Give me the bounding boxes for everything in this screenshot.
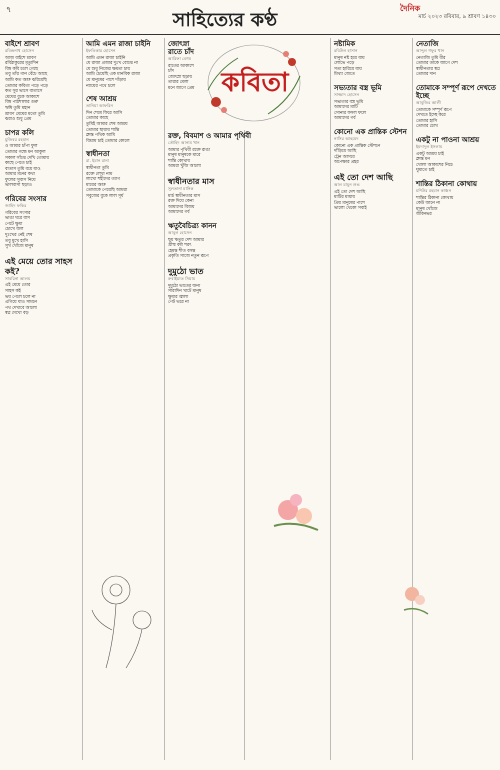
poem-line: খোলা আকাশের নিচে: [416, 162, 453, 168]
poem-line: তোমার কবিতা পড়ে পড়ে: [5, 83, 48, 89]
poem-line: তোমার ডাকে জাগে দেশ: [416, 61, 458, 67]
poem-line: ভালবাসা ছড়াও: [5, 183, 32, 189]
poem-line: হেমন্ত শীত বসন্ত: [168, 248, 196, 254]
poem: [334, 128, 409, 166]
poem-line: ক্লান্ত মন: [416, 157, 430, 163]
poem-title: একটু না পাওনা আশ্রয়: [416, 135, 480, 144]
poem-line: ক্লান্ত পথিক আমি: [86, 133, 115, 139]
poem-title: গরিবের সংসার: [5, 195, 47, 204]
poem-title: এই মেয়ে তোর সাহস কই?: [5, 255, 73, 276]
poem-line: মানুষ নষ্ট হয়ে যায়: [334, 55, 365, 61]
poem-title: চাপর কলি: [5, 128, 34, 137]
poem-line: আমরা খুঁজি আলো: [168, 164, 201, 170]
poem: [416, 40, 496, 78]
poem-line: তোমাকে পেয়েছি আমরা: [86, 188, 128, 194]
poem-author: সুলতানা মানিক: [168, 185, 194, 191]
banner-text: কবিতা: [221, 68, 289, 98]
poem-line: শ্রাবণ মেঘের মতো তুমি: [5, 111, 45, 117]
poem: [416, 84, 496, 130]
poem-line: রক্ত দিয়ে কেনা: [168, 199, 194, 205]
poem-title: বাইশে শ্রাবণ: [5, 40, 40, 48]
poem-title: দুমুঠো ভাত: [168, 265, 204, 276]
poem-line: দেখতে ইচ্ছে করে: [416, 113, 446, 119]
poem-author: ইফতিকার হোসেন: [86, 48, 116, 53]
poem-line: পথ দেখাবে আলো: [5, 305, 37, 311]
poem-line: লাখো শহীদের ত্যাগ: [86, 177, 120, 183]
poem: [86, 40, 160, 89]
poem-line: আমার পৃথিবী রক্তে রাঙা: [168, 147, 210, 153]
poem: [86, 95, 160, 144]
poem-line: আমাদের মাটি: [334, 105, 358, 111]
poem-title: শেষ আশ্রয়: [86, 95, 117, 104]
poem-line: মাটির মায়ায়: [334, 195, 355, 201]
poem-line: বিশ্ব পাঠশালার গুরু: [5, 100, 38, 106]
column-divider: [82, 38, 83, 760]
poem-title: জোৎস্না রাতে চাঁদ: [168, 40, 194, 56]
poetry-banner: [198, 40, 310, 126]
poem-line: ঝরাও শুধু প্রেম: [5, 117, 32, 123]
poem-line: কাছে পেতে চাই: [5, 161, 32, 167]
poem-line: আমি চেয়েছি এক মানবিক রাজা: [86, 72, 141, 78]
poem-line: একটু আশ্রয় চাই: [416, 151, 444, 157]
poem-line: যে মানুষের পাশে দাঁড়ায়: [86, 77, 126, 83]
poem: [168, 132, 326, 170]
poem-line: তবু তাঁর গান বেঁচে আছে: [5, 72, 48, 78]
column-2: [86, 40, 160, 199]
poem-author: তানিয়া আফরিন: [86, 103, 114, 109]
poem-line: চোখে জল: [5, 227, 24, 233]
poem-line: যে রাজা প্রজার দুঃখ বোঝে না: [86, 61, 138, 67]
poem: [86, 150, 160, 199]
poem: [5, 40, 79, 123]
flower-bouquet-icon: [398, 580, 432, 620]
poem: [5, 129, 79, 189]
poem-title: সভ্যতার বস্ত্র ভূমি: [334, 83, 382, 92]
poem-line: ন্যায়ের পথে চলে: [86, 83, 116, 89]
poem-line: শান্তির ঠিকানা কোথায়: [416, 195, 454, 201]
poem-line: পেটে ক্ষুধা: [5, 221, 23, 227]
column-divider: [330, 38, 331, 760]
flower-sketch-icon: [86, 560, 160, 670]
column-divider: [412, 38, 413, 760]
column-3: [168, 132, 326, 306]
poem-line: মার্চ স্বাধীনতার মাস: [168, 193, 201, 199]
poem-author: আরিফা বেগম: [168, 56, 192, 61]
poem-line: দিন শেষে ফিরে আসি: [86, 110, 123, 116]
poem-author: মশিউর রহমান কাঞ্চন: [416, 187, 452, 193]
poem-line: তোমার গন্ধে মন আকুল: [5, 149, 46, 155]
brand-logo: দৈনিক: [400, 4, 421, 13]
column-1: [5, 40, 79, 317]
poem-line: স্বাধীনতার স্বপ্ন: [416, 66, 440, 72]
poem-line: সত্য হারিয়ে যায়: [334, 66, 362, 72]
poem-line: ঘুমাতে চাই: [416, 168, 435, 174]
column-3-top: [168, 40, 198, 92]
poem-line: আমাদের গর্ব: [334, 116, 356, 122]
poem: [334, 84, 409, 122]
poem-title: আমি এমন রাজা চাইনি: [86, 40, 151, 48]
poem-line: আমার মনের কথা: [5, 172, 35, 178]
poem-line: দাঁড়িয়ে আছি: [334, 149, 357, 155]
poem-line: সোনার ফসল ফলে: [334, 110, 366, 116]
poem-line: আজ বাইশে শ্রাবণ: [5, 55, 37, 61]
poem-author: আবুজির আলী: [416, 99, 441, 105]
poem-line: লোভে পড়ে: [334, 61, 355, 67]
poem-line: সারাদিন খাটে মানুষ: [168, 289, 202, 295]
poem-title: তোমাকে সম্পূর্ণ রূপে দেখতে ইচ্ছে: [416, 83, 496, 100]
poem-line: কোনো এক প্রান্তিক স্টেশনে: [334, 143, 381, 149]
page-title: সাহিত্যের কণ্ঠ: [172, 9, 278, 31]
poem-line: প্রকৃতি সাজে নতুন রূপে: [168, 254, 209, 260]
poem-line: শান্তি কোথায়: [168, 158, 190, 164]
poem-line: ট্রেন আসবে: [334, 154, 355, 160]
poem-line: দুঃখের নেই শেষ: [5, 233, 33, 239]
poem-line: মায়ের অশ্রু: [86, 182, 106, 188]
poem: [416, 136, 496, 174]
poem-line: এই তো দেশ আছি: [334, 189, 366, 195]
poem: [168, 176, 326, 216]
poem-line: গরিবের সংসার: [5, 210, 31, 216]
poem-line: এই মেয়ে তোর: [5, 283, 31, 289]
poem-line: আমি কত অশ্রু ঝরিয়েছি: [5, 77, 47, 83]
poem-line: ছয় ঋতুর দেশ আমার: [168, 237, 204, 243]
poem-title: স্বাধীনতার মাস: [168, 175, 215, 186]
poem-line: তোমার ছায়ায় শান্তি: [86, 127, 120, 133]
poem-title: নেতাজি: [416, 40, 439, 48]
poem-line: সবুজের বুকে লাল সূর্য: [86, 193, 124, 199]
poem-line: এগিয়ে যাও সামনে: [5, 300, 37, 306]
poem-line: তবু মুখে হাসি: [5, 238, 28, 244]
column-6: [416, 40, 496, 218]
poem-line: বিশ্ব কবি চলে গেছে: [5, 66, 38, 72]
poem-author: রবিন্দ্রনাথ হোসেন: [5, 48, 35, 53]
column-5: [334, 40, 409, 212]
poem-line: তোমার চোখ: [416, 124, 438, 130]
poem-title: এই তো দেশ আছি: [334, 171, 393, 182]
poem-title: কোনো এক প্রান্তিক স্টেশন: [334, 127, 407, 136]
poem-title: ঋতুবৈচিত্র্য কানন: [168, 221, 217, 230]
poem-line: স্বাধীনতা তুমি: [86, 165, 109, 171]
poem-author: রবিউল হাসান: [334, 48, 358, 53]
poem-line: রবিঠাকুরের মৃত্যুদিন: [5, 61, 39, 67]
poem-author: তৌহিদ আনাম খান: [168, 140, 200, 145]
poem-author: সাবরিনা আলম: [5, 275, 31, 281]
poem-line: সাহস কই: [5, 289, 21, 294]
poem-line: রক্তে লেখা নাম: [86, 171, 113, 177]
poem-line: তোমার দান: [416, 72, 436, 78]
poem-author: মুজিবর রহমান: [5, 136, 29, 142]
issue-date: মার্চ ২০২৩ রবিবার, ৯ শ্রাবণ ১৪৩০: [418, 14, 496, 20]
poem-line: ঋষি তুমি মহান: [5, 105, 31, 111]
poem-line: প্রিয় মানুষের পাশে: [334, 200, 365, 206]
poem: [416, 180, 496, 218]
poem-line: আমি এমন রাজা চাইনি: [86, 55, 126, 61]
poem-line: স্বপ্ন দেখো বড়: [5, 311, 29, 317]
poem-line: মানুষ মানুষকে মারে: [168, 153, 201, 159]
poem-line: ক্ষুধার জ্বালা: [168, 294, 189, 300]
poem-author: রা. ইমান রানা: [86, 158, 109, 164]
poem-title: নষ্টামিক: [334, 40, 356, 48]
poem-author: ইমদাদুল ইসলাম: [416, 143, 443, 149]
poem: [5, 195, 79, 250]
poem-line: জীবনভর: [416, 212, 432, 218]
poem: [168, 40, 198, 92]
poem-line: ভাঙা ঘরে বাস: [5, 216, 30, 222]
poem: [5, 256, 79, 317]
poem-line: মানুষ খোঁজে: [416, 206, 438, 212]
poem-line: মেঘের বুকে আকাশে: [5, 94, 40, 100]
column-divider: [164, 38, 165, 760]
poem: [334, 40, 409, 78]
poem-line: পেট ভরে না: [168, 300, 189, 306]
poem-line: সুখ খোঁজে মানুষ: [5, 244, 34, 250]
poem-line: দুমুঠো ভাতের জন্য: [168, 283, 201, 289]
poem-line: অপেক্ষার প্রহর: [334, 160, 359, 166]
poem: [334, 172, 409, 212]
poem-line: সভ্যতার বস্ত্র ভূমি: [334, 99, 364, 105]
poem-line: রাতের আকাশে চাঁদ: [168, 63, 194, 75]
rose-bouquet-icon: [264, 480, 328, 544]
poem-line: ভয় পেলে চলে না: [5, 294, 36, 300]
poem-author: রুবাইয়াত সিয়াম: [168, 275, 196, 281]
poem-author: আব্দুল গফুর খান: [416, 48, 445, 53]
poem-title: স্বাধীনতা: [86, 150, 110, 159]
poem-line: মিথ্যা জেতে: [334, 72, 355, 78]
page-header: [0, 0, 500, 35]
poem-line: তুমিই আমার শেষ আশ্রয়: [86, 121, 128, 127]
poem-line: মনে জাগে প্রেম: [168, 85, 195, 91]
poem-line: তারার মেলা: [168, 80, 189, 86]
poem-author: জাহিদ ফকির: [5, 203, 27, 209]
poem-line: কত সুর ভাসে বাতাসে: [5, 89, 43, 95]
poem-author: আবুল হোসেন: [168, 229, 192, 235]
poem: [168, 222, 326, 260]
poem-title: শান্তির ঠিকানা কোথায়: [416, 179, 478, 188]
poem-line: কেউ জানে না: [416, 201, 441, 207]
poem-line: বাতাস তুমি বয়ে যাও: [5, 166, 41, 172]
poem-title: রক্ত, বিবমাশ ও আমার পৃথিবী: [168, 132, 252, 140]
poem-author: নাসির আহমেদ: [334, 135, 359, 141]
poem-line: আমাদের গর্ব: [168, 210, 190, 216]
poem-line: ও আমার চাঁপা ফুল: [5, 144, 38, 150]
poem: [168, 266, 326, 306]
poem-line: আমাদের বিজয়: [168, 204, 195, 210]
page-number: ৭: [6, 5, 12, 14]
poem-author: সাজ্জাদ হোসেন: [334, 91, 360, 97]
poem-line: বিশ্রাম চাই তোমার কোলে: [86, 138, 130, 144]
poem-line: সকাল সাঁঝে দেখি তোমায়: [5, 155, 49, 161]
poem-line: তোমার কাছে: [86, 116, 109, 122]
poem-line: জোৎস্না ছড়ায়: [168, 74, 192, 80]
poem-line: নেতাজি তুমি বীর: [416, 55, 446, 61]
poem-line: তোমার হাসি: [416, 118, 438, 124]
poem-line: ফুলের সুবাস নিয়ে: [5, 177, 36, 183]
poem-line: যে শুধু নিজের ক্ষমতা চায়: [86, 66, 130, 72]
poem-author: আল মামুন শুভ: [334, 181, 360, 187]
poem-line: তোমাকে সম্পূর্ণ রূপে: [416, 107, 452, 113]
poem-line: ভালো থেকো সবাই: [334, 206, 367, 212]
poem-line: গ্রীষ্ম বর্ষা শরৎ: [168, 243, 192, 249]
